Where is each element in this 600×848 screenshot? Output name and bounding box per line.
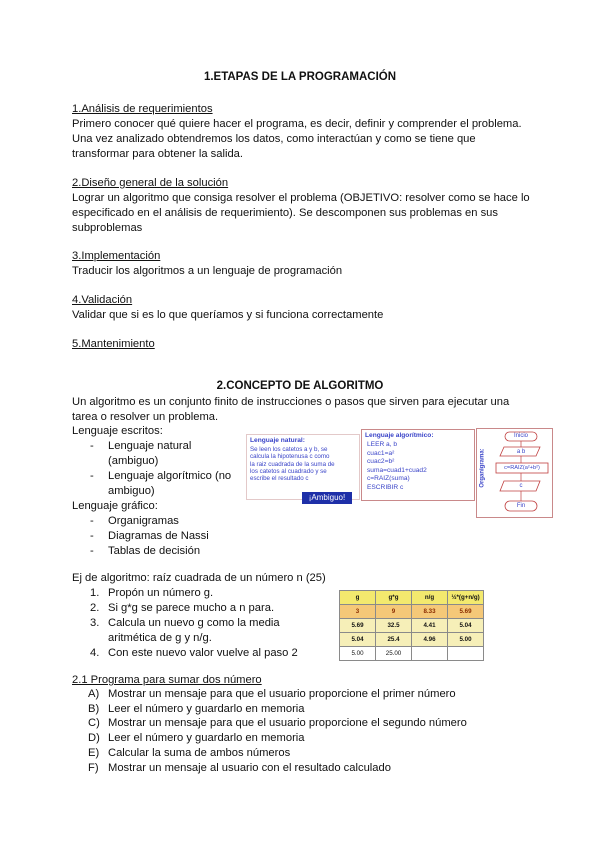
- table-row: [340, 647, 484, 661]
- iteration-table: [339, 590, 484, 661]
- heading-programa-sumar: 2.1 Programa para sumar dos número: [72, 674, 262, 686]
- text-line: escribe el resultado c: [250, 475, 309, 483]
- text-line: (ambiguo): [108, 455, 159, 467]
- heading-mantenimiento: 5.Mantenimiento: [72, 338, 155, 350]
- label-lenguajes-escritos: Lenguaje escritos:: [72, 425, 163, 437]
- step-letter: C): [88, 717, 100, 730]
- list-item: [72, 716, 552, 731]
- label-lenguaje-grafico: Lenguaje gráfico:: [72, 500, 158, 512]
- table-header-row: [340, 591, 484, 605]
- paragraph-algoritmo: [72, 395, 552, 425]
- step-text: Leer el número y guardarlo en memoria: [108, 702, 305, 715]
- flow-process-label: c=RAIZ(a²+b²): [504, 465, 540, 471]
- text-line: Calcula un nuevo g como la media: [108, 617, 280, 629]
- paragraph-validacion: Validar que si es lo que queríamos y si funciona correctamente: [72, 309, 384, 321]
- text-line: aritmética de g y n/g.: [108, 632, 212, 644]
- list-item: [72, 439, 252, 469]
- list-item: [72, 586, 312, 601]
- list-item: - Tablas de decisión: [72, 544, 252, 559]
- paragraph-analisis: [72, 117, 552, 162]
- code-line: cuac2=b²: [367, 458, 395, 465]
- list-item: - Organigramas: [72, 514, 252, 529]
- table-cell: 5.00: [340, 647, 376, 661]
- list-item: [72, 646, 312, 661]
- text-line: especificado en el análisis de requerimiento). Se descomponen sus problemas en sus: [72, 207, 498, 219]
- step-number: 3.: [90, 617, 100, 629]
- list-item: [72, 687, 552, 702]
- flowchart-box: [476, 428, 553, 518]
- heading-implementacion: 3.Implementación: [72, 250, 161, 262]
- step-text: Mostrar un mensaje para que el usuario proporcione el segundo número: [108, 717, 467, 730]
- table-row: [340, 605, 484, 619]
- list-item: [72, 469, 252, 499]
- text-line: subproblemas: [72, 222, 143, 234]
- table-cell: 5.04: [448, 619, 484, 633]
- list-item: [72, 601, 312, 616]
- step-number: 1.: [90, 587, 100, 599]
- text-line: Un algoritmo es un conjunto finito de instrucciones o pasos que sirven para ejecutar una: [72, 396, 510, 408]
- text-line: Con este nuevo valor vuelve al paso 2: [108, 647, 298, 659]
- list-item: [72, 746, 552, 761]
- algorithmic-language-box: [361, 429, 475, 501]
- flow-start-label: Inicio: [513, 433, 528, 439]
- section-2-title: 2.CONCEPTO DE ALGORITMO: [216, 380, 384, 392]
- text-line: ambiguo): [108, 485, 155, 497]
- table-header: g*g: [376, 591, 412, 605]
- step-letter: B): [88, 702, 100, 715]
- code-line: LEER a, b: [367, 441, 398, 448]
- text-line: tarea o resolver un problema.: [72, 411, 219, 423]
- text-line: la raiz cuadrada de la suma de: [250, 460, 335, 468]
- step-text: Mostrar un mensaje al usuario con el resultado calculado: [108, 761, 391, 774]
- program-steps: [72, 687, 552, 775]
- list-item: [72, 731, 552, 746]
- code-line: c=RAIZ(suma): [367, 475, 410, 482]
- list-item: [72, 761, 552, 776]
- list-lenguajes-escritos: [72, 439, 252, 499]
- table-cell: 3: [340, 605, 376, 619]
- algorithmic-code: [367, 441, 427, 492]
- example-steps: [72, 586, 312, 661]
- text-line: Propón un número g.: [108, 587, 214, 599]
- flow-input-label: a b: [516, 449, 526, 455]
- list-item: [72, 616, 312, 646]
- step-letter: E): [88, 746, 100, 759]
- ambiguo-badge: ¡Ambiguo!: [302, 492, 352, 504]
- text-line: Se leen los catetos a y b, se: [250, 446, 328, 453]
- table-cell: 8.33: [412, 605, 448, 619]
- list-lenguaje-grafico: [72, 514, 252, 559]
- paragraph-implementacion: Traducir los algoritmos a un lenguaje de programación: [72, 265, 343, 277]
- table-cell: 5.69: [340, 619, 376, 633]
- paragraph-diseno: [72, 191, 552, 236]
- table-cell: 25.4: [376, 633, 412, 647]
- flowchart-label: Organigrama:: [479, 448, 486, 488]
- text-line: Lograr un algoritmo que consiga resolver el problema (OBJETIVO: resolver como se hace lo: [72, 192, 530, 204]
- table-header: g: [340, 591, 376, 605]
- table-cell: 4.41: [412, 619, 448, 633]
- heading-diseno: 2.Diseño general de la solución: [72, 177, 229, 189]
- natural-language-text: [250, 446, 358, 482]
- table-cell: 5.69: [448, 605, 484, 619]
- code-line: suma=cuad1+cuad2: [367, 466, 427, 474]
- list-item: - Diagramas de Nassi: [72, 529, 252, 544]
- table-cell: 25.00: [376, 647, 412, 661]
- step-letter: A): [88, 688, 100, 700]
- table-cell: 9: [376, 605, 412, 619]
- heading-analisis: 1.Análisis de requerimientos: [72, 103, 213, 115]
- text-line: - Lenguaje natural: [108, 440, 192, 452]
- natural-language-box: [246, 434, 360, 500]
- text-line: - Lenguaje algorítmico (no: [108, 470, 232, 482]
- example-title: Ej de algoritmo: raíz cuadrada de un número n (25): [72, 572, 326, 584]
- flow-output-label: c: [519, 483, 523, 489]
- table-cell: 5.04: [340, 633, 376, 647]
- lenguajes-figure: [246, 428, 552, 518]
- table-row: [340, 633, 484, 647]
- table-header: ½*(g+n/g): [448, 591, 484, 605]
- step-text: Leer el número y guardarlo en memoria: [108, 732, 305, 745]
- text-line: Primero conocer qué quiere hacer el programa, es decir, definir y comprender el problema.: [72, 118, 522, 130]
- natural-language-title: Lenguaje natural:: [250, 437, 305, 444]
- text-line: transformar para obtener la salida.: [72, 148, 244, 160]
- table-cell: [448, 647, 484, 661]
- step-number: 2.: [90, 602, 100, 614]
- table-cell: 4.96: [412, 633, 448, 647]
- step-letter: F): [88, 761, 99, 774]
- step-letter: D): [88, 732, 100, 745]
- table-cell: 32.5: [376, 619, 412, 633]
- text-line: los catetos al cuadrado y se: [250, 467, 327, 475]
- section-1-title: 1.ETAPAS DE LA PROGRAMACIÓN: [203, 71, 397, 83]
- code-line: ESCRIBIR c: [367, 483, 404, 491]
- table-cell: 5.00: [448, 633, 484, 647]
- text-line: calcula la hipotenusa c como: [250, 453, 330, 461]
- flow-end-label: Fin: [516, 503, 526, 509]
- algorithmic-language-title: Lenguaje algorítmico:: [365, 432, 434, 439]
- step-text: Mostrar un mensaje para que el usuario proporcione el primer número: [108, 688, 456, 700]
- list-item: [72, 702, 552, 717]
- table-header: n/g: [412, 591, 448, 605]
- text-line: Una vez analizado obtendremos los datos, como interactúan y como se tiene que: [72, 133, 476, 145]
- step-number: 4.: [90, 647, 100, 659]
- table-row: [340, 619, 484, 633]
- text-line: Si g*g se parece mucho a n para.: [108, 602, 275, 614]
- step-text: Calcular la suma de ambos números: [108, 746, 291, 759]
- code-line: cuac1=a²: [367, 449, 395, 457]
- table-cell: [412, 647, 448, 661]
- heading-validacion: 4.Validación: [72, 294, 133, 306]
